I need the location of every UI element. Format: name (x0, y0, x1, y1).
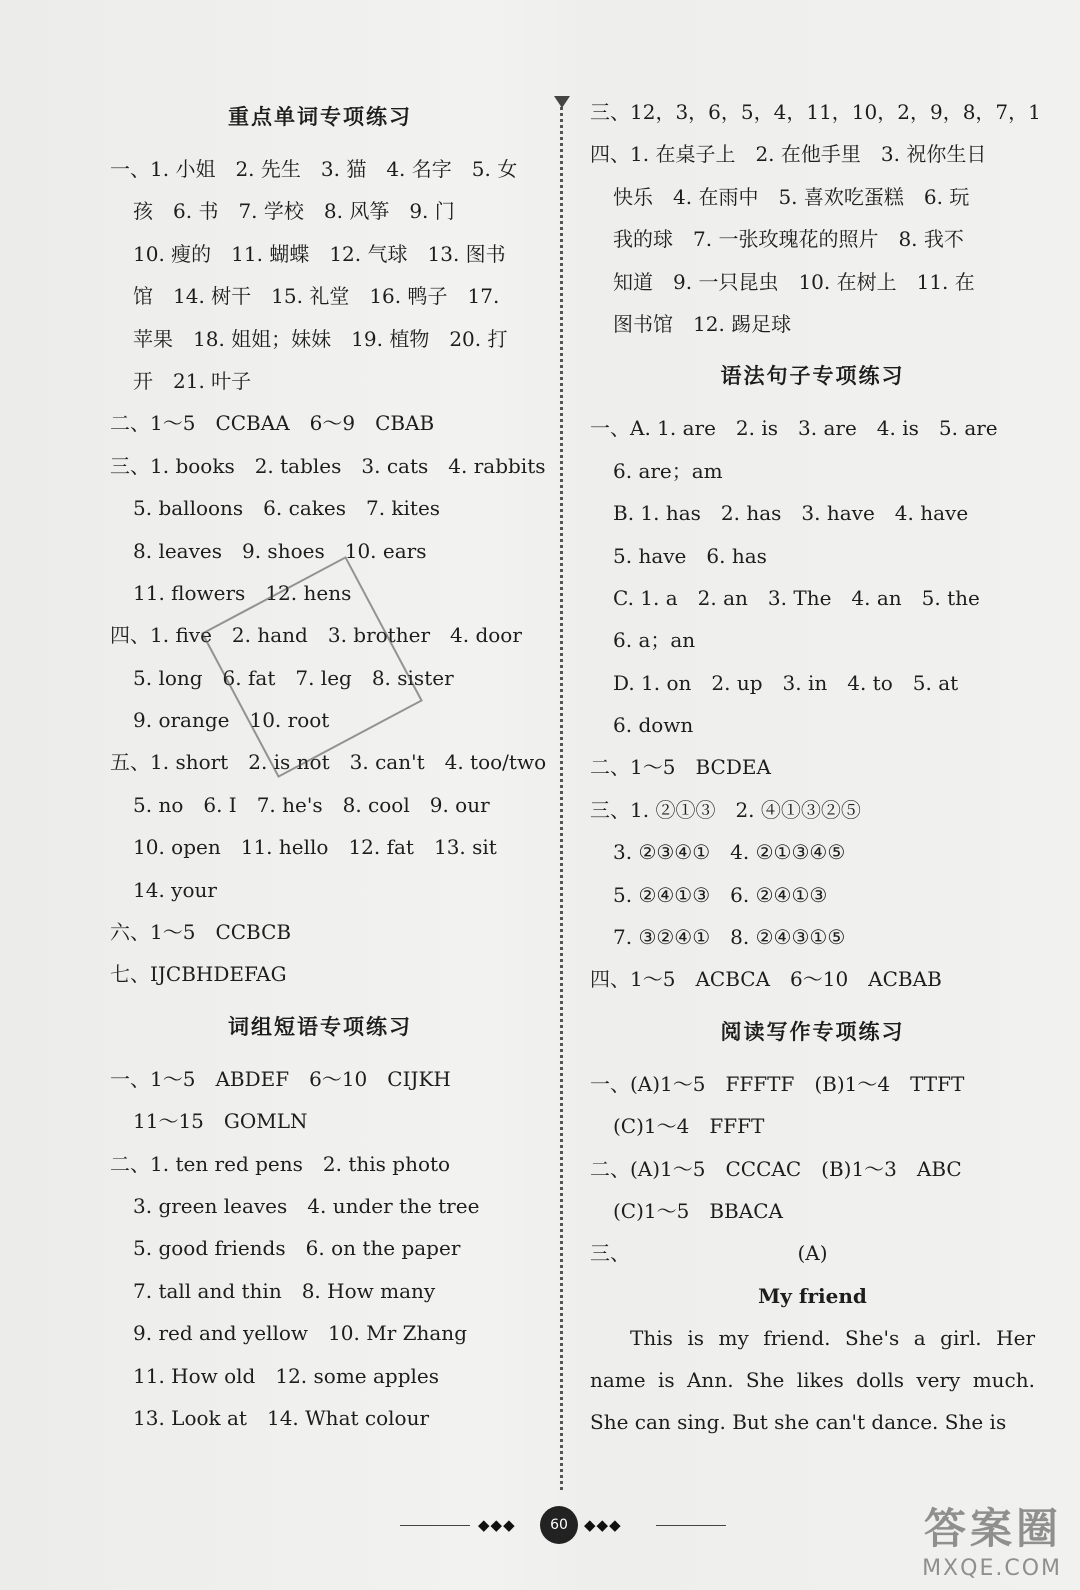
answer-line: 13. Look at 14. What colour (133, 1405, 430, 1430)
section-phrases-2 (110, 1143, 530, 1440)
answer-line: 孩 6. 书 7. 学校 8. 风筝 9. 门 (133, 199, 455, 224)
section-words-1 (110, 148, 530, 402)
answer-line: 14. your (133, 877, 217, 902)
answer-line: 一、1～5 ABDEF 6～10 CIJKH (110, 1066, 451, 1091)
answer-line: 图书馆 12. 踢足球 (613, 311, 792, 336)
heading-reading-writing: 阅读写作专项练习 (720, 1019, 905, 1044)
answer-line: 四、1. five 2. hand 3. brother 4. door (110, 623, 522, 648)
diamonds-left-icon: ◆◆◆ (478, 1516, 516, 1534)
answer-line: 快乐 4. 在雨中 5. 喜欢吃蛋糕 6. 玩 (613, 184, 970, 209)
answer-line: 6. a；an (613, 628, 696, 653)
watermark-sub: MXQE.COM (922, 1556, 1062, 1581)
column-divider (560, 100, 563, 1490)
watermark (922, 1496, 1062, 1581)
footer-rule-left (400, 1525, 470, 1526)
answer-line: 9. orange 10. root (133, 708, 330, 733)
section-words-4 (110, 614, 530, 741)
answer-line: B. 1. has 2. has 3. have 4. have (613, 501, 969, 526)
section-label: 三、 (590, 1241, 630, 1266)
answer-line: 9. red and yellow 10. Mr Zhang (133, 1321, 467, 1346)
answer-line: 五、1. short 2. is not 3. can't 4. too/two (110, 750, 547, 775)
section-words-5 (110, 741, 547, 911)
answer-line: 6. down (613, 713, 694, 738)
answer-line: 5. ②④①③ 6. ②④①③ (613, 882, 828, 907)
heading-phrases: 词组短语专项练习 (228, 1014, 412, 1039)
answer-line: C. 1. a 2. an 3. The 4. an 5. the (613, 585, 980, 610)
section-words-3 (110, 445, 546, 615)
answer-line: 知道 9. 一只昆虫 10. 在树上 11. 在 (613, 269, 975, 294)
answer-line: 8. leaves 9. shoes 10. ears (133, 538, 427, 563)
answer-line: 三、1. ②①③ 2. ④①③②⑤ (590, 797, 861, 822)
section-words-6: 六、1～5 CCBCB (110, 920, 292, 945)
answer-line: 11. How old 12. some apples (133, 1363, 440, 1388)
heading-key-words: 重点单词专项练习 (228, 105, 412, 129)
left-column (110, 86, 547, 1439)
essay-title: My friend (758, 1283, 867, 1308)
section-grammar-2: 二、1～5 BCDEA (590, 755, 771, 780)
answer-line: 苹果 18. 姐姐；妹妹 19. 植物 20. 打 (133, 326, 508, 351)
answer-line: 3. ②③④① 4. ②①③④⑤ (613, 840, 846, 865)
answer-line: 二、1. ten red pens 2. this photo (110, 1151, 451, 1176)
section-grammar-1 (590, 407, 1035, 746)
section-reading-1 (590, 1063, 1035, 1148)
answer-line: (C)1～5 BBACA (613, 1198, 783, 1223)
answer-line: 三、1. books 2. tables 3. cats 4. rabbits (110, 453, 546, 478)
essay-text: This is my friend. She's a girl. Her name is Ann. She likes dolls very much. She can sing. But she can't dance. She is (590, 1325, 1035, 1434)
answer-line: 四、1. 在桌子上 2. 在他手里 3. 祝你生日 (590, 142, 987, 167)
footer-rule-right (656, 1525, 726, 1526)
answer-line: D. 1. on 2. up 3. in 4. to 5. at (613, 670, 959, 695)
answer-line: 一、1. 小姐 2. 先生 3. 猫 4. 名字 5. 女 (110, 157, 518, 181)
answer-line: 7. tall and thin 8. How many (133, 1278, 436, 1303)
answer-line: 7. ③②④① 8. ②④③①⑤ (613, 925, 846, 950)
answer-line: 11～15 GOMLN (133, 1109, 308, 1134)
answer-line: 6. are；am (613, 458, 723, 483)
watermark-main: 答案圈 (923, 1504, 1062, 1553)
diamonds-right-icon: ◆◆◆ (584, 1516, 622, 1534)
right-column (590, 86, 1041, 1443)
answer-line: 一、(A)1～5 FFFTF (B)1～4 TTFT (590, 1071, 965, 1096)
answer-line: 10. 瘦的 11. 蝴蝶 12. 气球 13. 图书 (133, 241, 506, 266)
answer-line: 我的球 7. 一张玫瑰花的照片 8. 我不 (613, 227, 964, 252)
answer-line: (C)1～4 FFFT (613, 1114, 765, 1139)
answer-line: 馆 14. 树干 15. 礼堂 16. 鸭子 17. (133, 284, 500, 309)
section-reading-2 (590, 1148, 1035, 1233)
section-phrases-1 (110, 1058, 530, 1143)
answer-line: 5. no 6. I 7. he's 8. cool 9. our (133, 792, 490, 817)
answer-line: 11. flowers 12. hens (133, 580, 352, 605)
answer-line: 3. green leaves 4. under the tree (133, 1193, 480, 1218)
answer-line: 10. open 11. hello 12. fat 13. sit (133, 835, 497, 860)
subsection-label: (A) (797, 1241, 828, 1266)
heading-grammar: 语法句子专项练习 (720, 364, 905, 389)
answer-line: 开 21. 叶子 (133, 368, 252, 393)
page-footer (400, 1506, 730, 1546)
page-number: 60 (540, 1506, 578, 1544)
section-words-2: 二、1～5 CCBAA 6～9 CBAB (110, 411, 435, 436)
answer-line: 5. balloons 6. cakes 7. kites (133, 496, 441, 521)
section-reading-3 (590, 1232, 1035, 1274)
answer-line: 一、A. 1. are 2. is 3. are 4. is 5. are (590, 416, 998, 441)
section-writing-4 (590, 133, 1035, 345)
section-words-7: 七、IJCBHDEFAG (110, 962, 287, 987)
answer-line: 5. good friends 6. on the paper (133, 1236, 461, 1261)
section-grammar-4: 四、1～5 ACBCA 6～10 ACBAB (590, 967, 942, 992)
answer-line: 二、(A)1～5 CCCAC (B)1～3 ABC (590, 1156, 962, 1181)
answer-line: 5. have 6. has (613, 543, 767, 568)
section-grammar-3 (590, 789, 1035, 959)
section-writing-3: 三、12，3，6，5，4，11，10，2，9，8，7，1 (590, 100, 1041, 124)
answer-line: 5. long 6. fat 7. leg 8. sister (133, 665, 454, 690)
